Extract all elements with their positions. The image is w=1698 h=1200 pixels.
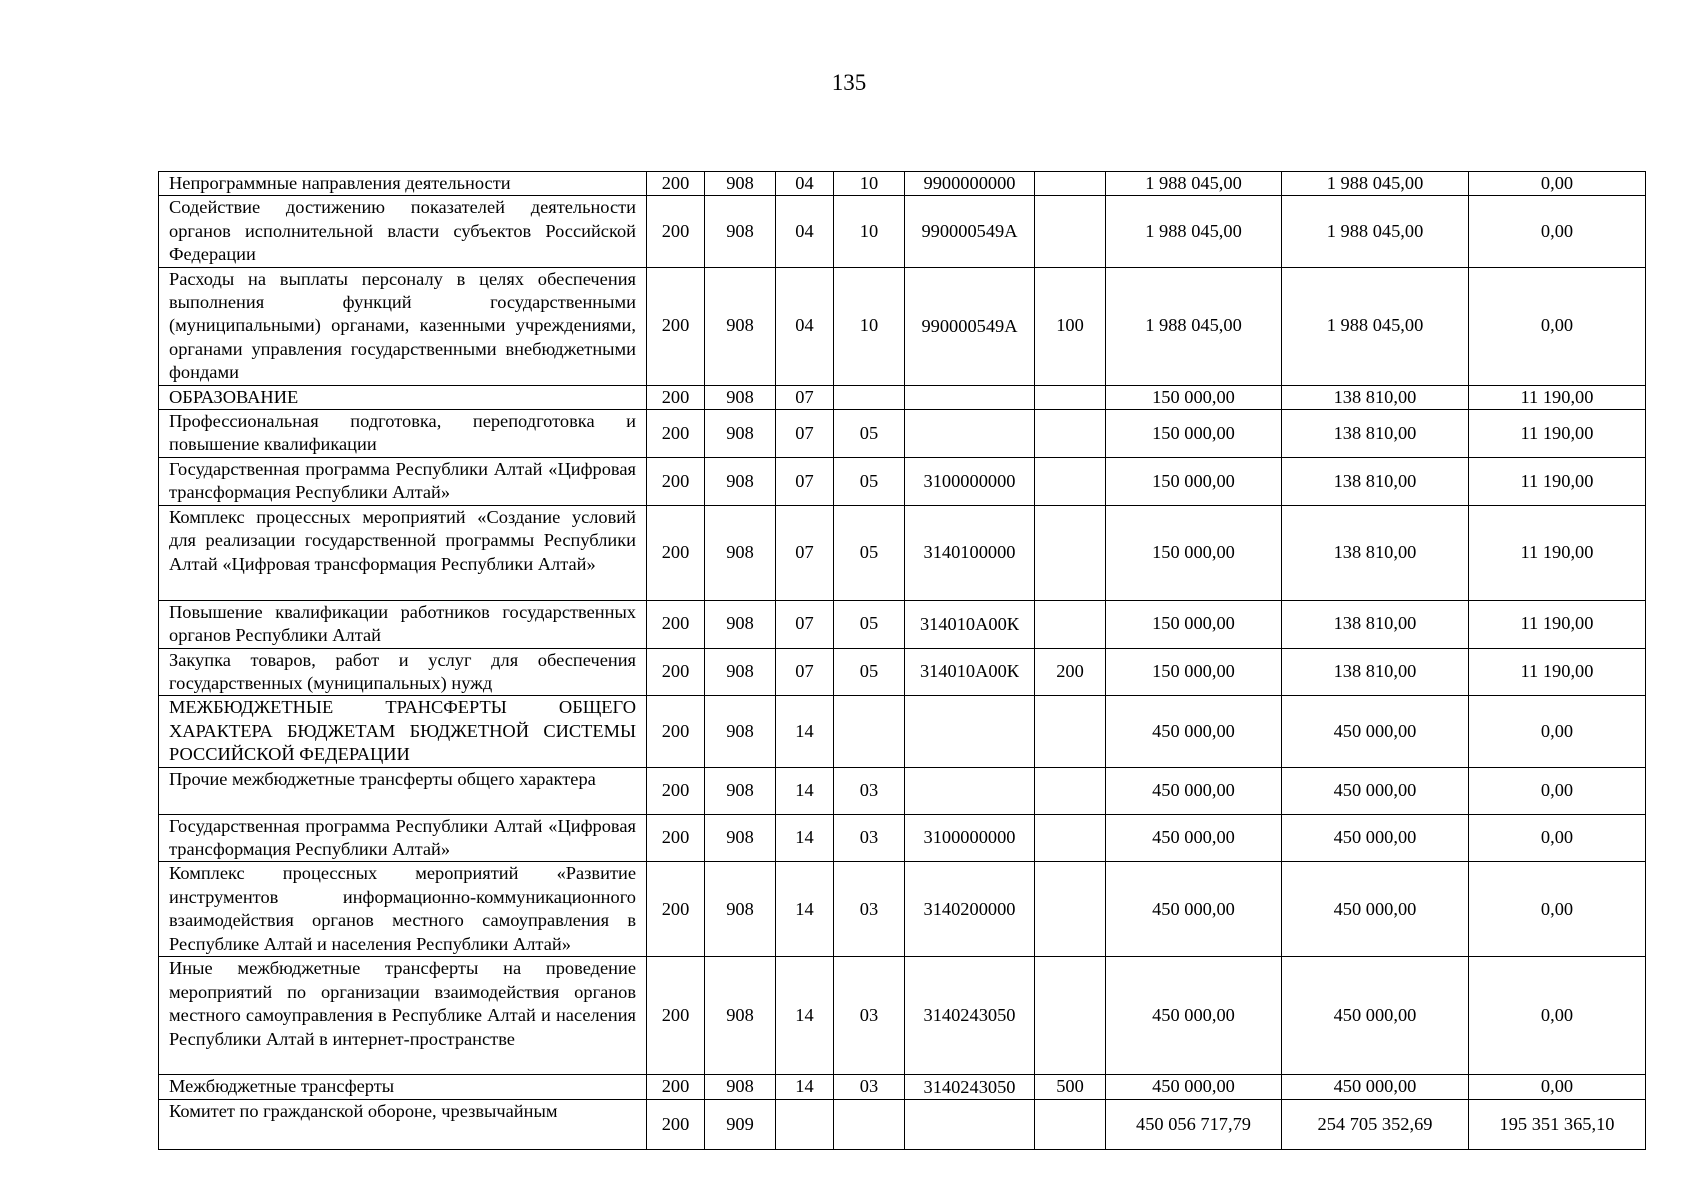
csr-cell: 9900000000 (905, 172, 1035, 196)
rest-amount: 11 190,00 (1469, 648, 1646, 696)
rest-amount: 11 190,00 (1469, 385, 1646, 409)
vr-cell (1035, 696, 1106, 767)
table-row (159, 862, 1646, 957)
ved-cell: 908 (705, 410, 776, 458)
rest-amount: 0,00 (1469, 172, 1646, 196)
rest-amount: 0,00 (1469, 1075, 1646, 1099)
vr-cell (1035, 505, 1106, 600)
csr-cell (905, 767, 1035, 814)
table-row (159, 1075, 1646, 1099)
rz-cell: 04 (776, 196, 834, 267)
fact-amount: 138 810,00 (1282, 505, 1469, 600)
rest-amount: 11 190,00 (1469, 457, 1646, 505)
table-row (159, 1099, 1646, 1149)
ved-cell: 908 (705, 814, 776, 862)
rest-amount: 0,00 (1469, 862, 1646, 957)
fact-amount: 450 000,00 (1282, 814, 1469, 862)
grbs-cell: 200 (647, 862, 705, 957)
vr-cell (1035, 1099, 1106, 1149)
csr-cell: 314010А00К (905, 648, 1035, 696)
plan-amount: 150 000,00 (1106, 505, 1282, 600)
csr-cell (905, 385, 1035, 409)
table-row (159, 196, 1646, 267)
pr-cell: 03 (834, 767, 905, 814)
ved-cell: 908 (705, 1075, 776, 1099)
row-name: Государственная программа Республики Алтай «Цифровая трансформация Республики Алтай» (159, 814, 647, 862)
table-row (159, 696, 1646, 767)
fact-amount: 254 705 352,69 (1282, 1099, 1469, 1149)
table-row (159, 505, 1646, 600)
pr-cell (834, 1099, 905, 1149)
row-name: Комплекс процессных мероприятий «Развитие инструментов информационно-коммуникационного взаимодействия органов местного самоуправления в Республике Алтай и населения Республики Алтай» (159, 862, 647, 957)
vr-cell (1035, 957, 1106, 1075)
fact-amount: 138 810,00 (1282, 600, 1469, 648)
row-name: Комплекс процессных мероприятий «Создание условий для реализации государственной программы Республики Алтай «Цифровая трансформация Республики Алтай» (159, 505, 647, 600)
vr-cell (1035, 814, 1106, 862)
page-number: 135 (831, 70, 867, 95)
rz-cell: 04 (776, 267, 834, 385)
table-row (159, 814, 1646, 862)
grbs-cell: 200 (647, 267, 705, 385)
ved-cell: 908 (705, 767, 776, 814)
pr-cell: 05 (834, 648, 905, 696)
row-name: Профессиональная подготовка, переподготовка и повышение квалификации (159, 410, 647, 458)
csr-cell: 3140243050 (905, 1075, 1035, 1099)
table-row (159, 267, 1646, 385)
fact-amount: 450 000,00 (1282, 696, 1469, 767)
rz-cell: 14 (776, 862, 834, 957)
plan-amount: 150 000,00 (1106, 410, 1282, 458)
fact-amount: 450 000,00 (1282, 957, 1469, 1075)
vr-cell (1035, 410, 1106, 458)
vr-cell (1035, 385, 1106, 409)
grbs-cell: 200 (647, 600, 705, 648)
plan-amount: 450 056 717,79 (1106, 1099, 1282, 1149)
table-body (159, 172, 1646, 1150)
row-name: Расходы на выплаты персоналу в целях обеспечения выполнения функций государственными (муниципальными) органами, казенными учреждениями, органами управления государственными внебюджетными фондами (159, 267, 647, 385)
fact-amount: 450 000,00 (1282, 1075, 1469, 1099)
grbs-cell: 200 (647, 457, 705, 505)
pr-cell: 05 (834, 457, 905, 505)
row-name: ОБРАЗОВАНИЕ (159, 385, 647, 409)
plan-amount: 1 988 045,00 (1106, 267, 1282, 385)
plan-amount: 450 000,00 (1106, 1075, 1282, 1099)
table-row (159, 957, 1646, 1075)
rz-cell: 14 (776, 767, 834, 814)
pr-cell (834, 385, 905, 409)
pr-cell: 10 (834, 267, 905, 385)
vr-cell (1035, 196, 1106, 267)
pr-cell: 03 (834, 1075, 905, 1099)
vr-cell (1035, 600, 1106, 648)
budget-table (158, 171, 1646, 1150)
rz-cell: 07 (776, 410, 834, 458)
vr-cell: 200 (1035, 648, 1106, 696)
row-name: Межбюджетные трансферты (159, 1075, 647, 1099)
pr-cell: 03 (834, 957, 905, 1075)
pr-cell: 10 (834, 172, 905, 196)
rz-cell: 07 (776, 600, 834, 648)
vr-cell (1035, 172, 1106, 196)
csr-cell (905, 410, 1035, 458)
vr-cell (1035, 767, 1106, 814)
csr-cell (905, 696, 1035, 767)
rest-amount: 0,00 (1469, 957, 1646, 1075)
fact-amount: 1 988 045,00 (1282, 196, 1469, 267)
ved-cell: 908 (705, 505, 776, 600)
rest-amount: 0,00 (1469, 267, 1646, 385)
csr-cell: 3100000000 (905, 814, 1035, 862)
rest-amount: 195 351 365,10 (1469, 1099, 1646, 1149)
ved-cell: 908 (705, 385, 776, 409)
pr-cell: 05 (834, 505, 905, 600)
plan-amount: 150 000,00 (1106, 648, 1282, 696)
ved-cell: 909 (705, 1099, 776, 1149)
row-name: Комитет по гражданской обороне, чрезвычайным (159, 1099, 647, 1149)
fact-amount: 138 810,00 (1282, 648, 1469, 696)
rz-cell: 14 (776, 957, 834, 1075)
rz-cell: 07 (776, 385, 834, 409)
row-name: МЕЖБЮДЖЕТНЫЕ ТРАНСФЕРТЫ ОБЩЕГО ХАРАКТЕРА БЮДЖЕТАМ БЮДЖЕТНОЙ СИСТЕМЫ РОССИЙСКОЙ ФЕДЕРАЦИИ (159, 696, 647, 767)
rest-amount: 11 190,00 (1469, 600, 1646, 648)
table-row (159, 172, 1646, 196)
pr-cell: 10 (834, 196, 905, 267)
csr-cell: 314010А00К (905, 600, 1035, 648)
rz-cell (776, 1099, 834, 1149)
csr-cell: 3140100000 (905, 505, 1035, 600)
table-row (159, 767, 1646, 814)
rest-amount: 0,00 (1469, 767, 1646, 814)
grbs-cell: 200 (647, 505, 705, 600)
rest-amount: 11 190,00 (1469, 505, 1646, 600)
ved-cell: 908 (705, 957, 776, 1075)
csr-cell: 3100000000 (905, 457, 1035, 505)
grbs-cell: 200 (647, 814, 705, 862)
pr-cell: 05 (834, 600, 905, 648)
plan-amount: 450 000,00 (1106, 957, 1282, 1075)
pr-cell (834, 696, 905, 767)
row-name: Закупка товаров, работ и услуг для обеспечения государственных (муниципальных) нужд (159, 648, 647, 696)
row-name: Непрограммные направления деятельности (159, 172, 647, 196)
table-row (159, 648, 1646, 696)
rest-amount: 11 190,00 (1469, 410, 1646, 458)
csr-cell: 3140243050 (905, 957, 1035, 1075)
grbs-cell: 200 (647, 696, 705, 767)
fact-amount: 138 810,00 (1282, 410, 1469, 458)
row-name: Содействие достижению показателей деятельности органов исполнительной власти субъектов Российской Федерации (159, 196, 647, 267)
fact-amount: 138 810,00 (1282, 457, 1469, 505)
row-name: Повышение квалификации работников государственных органов Республики Алтай (159, 600, 647, 648)
rz-cell: 07 (776, 505, 834, 600)
plan-amount: 150 000,00 (1106, 385, 1282, 409)
grbs-cell: 200 (647, 410, 705, 458)
grbs-cell: 200 (647, 1099, 705, 1149)
fact-amount: 1 988 045,00 (1282, 267, 1469, 385)
rz-cell: 14 (776, 696, 834, 767)
rest-amount: 0,00 (1469, 196, 1646, 267)
ved-cell: 908 (705, 648, 776, 696)
ved-cell: 908 (705, 196, 776, 267)
fact-amount: 138 810,00 (1282, 385, 1469, 409)
grbs-cell: 200 (647, 767, 705, 814)
ved-cell: 908 (705, 600, 776, 648)
grbs-cell: 200 (647, 957, 705, 1075)
rz-cell: 07 (776, 648, 834, 696)
fact-amount: 450 000,00 (1282, 862, 1469, 957)
vr-cell (1035, 862, 1106, 957)
grbs-cell: 200 (647, 385, 705, 409)
csr-cell (905, 1099, 1035, 1149)
table-row (159, 600, 1646, 648)
rz-cell: 07 (776, 457, 834, 505)
plan-amount: 450 000,00 (1106, 862, 1282, 957)
row-name: Иные межбюджетные трансферты на проведение мероприятий по организации взаимодействия органов местного самоуправления в Республике Алтай и населения Республики Алтай в интернет-пространстве (159, 957, 647, 1075)
plan-amount: 450 000,00 (1106, 767, 1282, 814)
ved-cell: 908 (705, 862, 776, 957)
grbs-cell: 200 (647, 648, 705, 696)
pr-cell: 03 (834, 862, 905, 957)
grbs-cell: 200 (647, 196, 705, 267)
ved-cell: 908 (705, 267, 776, 385)
plan-amount: 450 000,00 (1106, 814, 1282, 862)
grbs-cell: 200 (647, 172, 705, 196)
fact-amount: 1 988 045,00 (1282, 172, 1469, 196)
csr-cell: 990000549А (905, 267, 1035, 385)
vr-cell (1035, 457, 1106, 505)
fact-amount: 450 000,00 (1282, 767, 1469, 814)
grbs-cell: 200 (647, 1075, 705, 1099)
plan-amount: 450 000,00 (1106, 696, 1282, 767)
csr-cell: 3140200000 (905, 862, 1035, 957)
ved-cell: 908 (705, 696, 776, 767)
rest-amount: 0,00 (1469, 814, 1646, 862)
rz-cell: 04 (776, 172, 834, 196)
row-name: Государственная программа Республики Алтай «Цифровая трансформация Республики Алтай» (159, 457, 647, 505)
table-row (159, 410, 1646, 458)
plan-amount: 150 000,00 (1106, 457, 1282, 505)
ved-cell: 908 (705, 172, 776, 196)
pr-cell: 05 (834, 410, 905, 458)
table-row (159, 457, 1646, 505)
rz-cell: 14 (776, 814, 834, 862)
vr-cell: 100 (1035, 267, 1106, 385)
ved-cell: 908 (705, 457, 776, 505)
rz-cell: 14 (776, 1075, 834, 1099)
row-name: Прочие межбюджетные трансферты общего характера (159, 767, 647, 814)
pr-cell: 03 (834, 814, 905, 862)
table-row (159, 385, 1646, 409)
plan-amount: 1 988 045,00 (1106, 172, 1282, 196)
csr-cell: 990000549А (905, 196, 1035, 267)
vr-cell: 500 (1035, 1075, 1106, 1099)
plan-amount: 150 000,00 (1106, 600, 1282, 648)
rest-amount: 0,00 (1469, 696, 1646, 767)
plan-amount: 1 988 045,00 (1106, 196, 1282, 267)
